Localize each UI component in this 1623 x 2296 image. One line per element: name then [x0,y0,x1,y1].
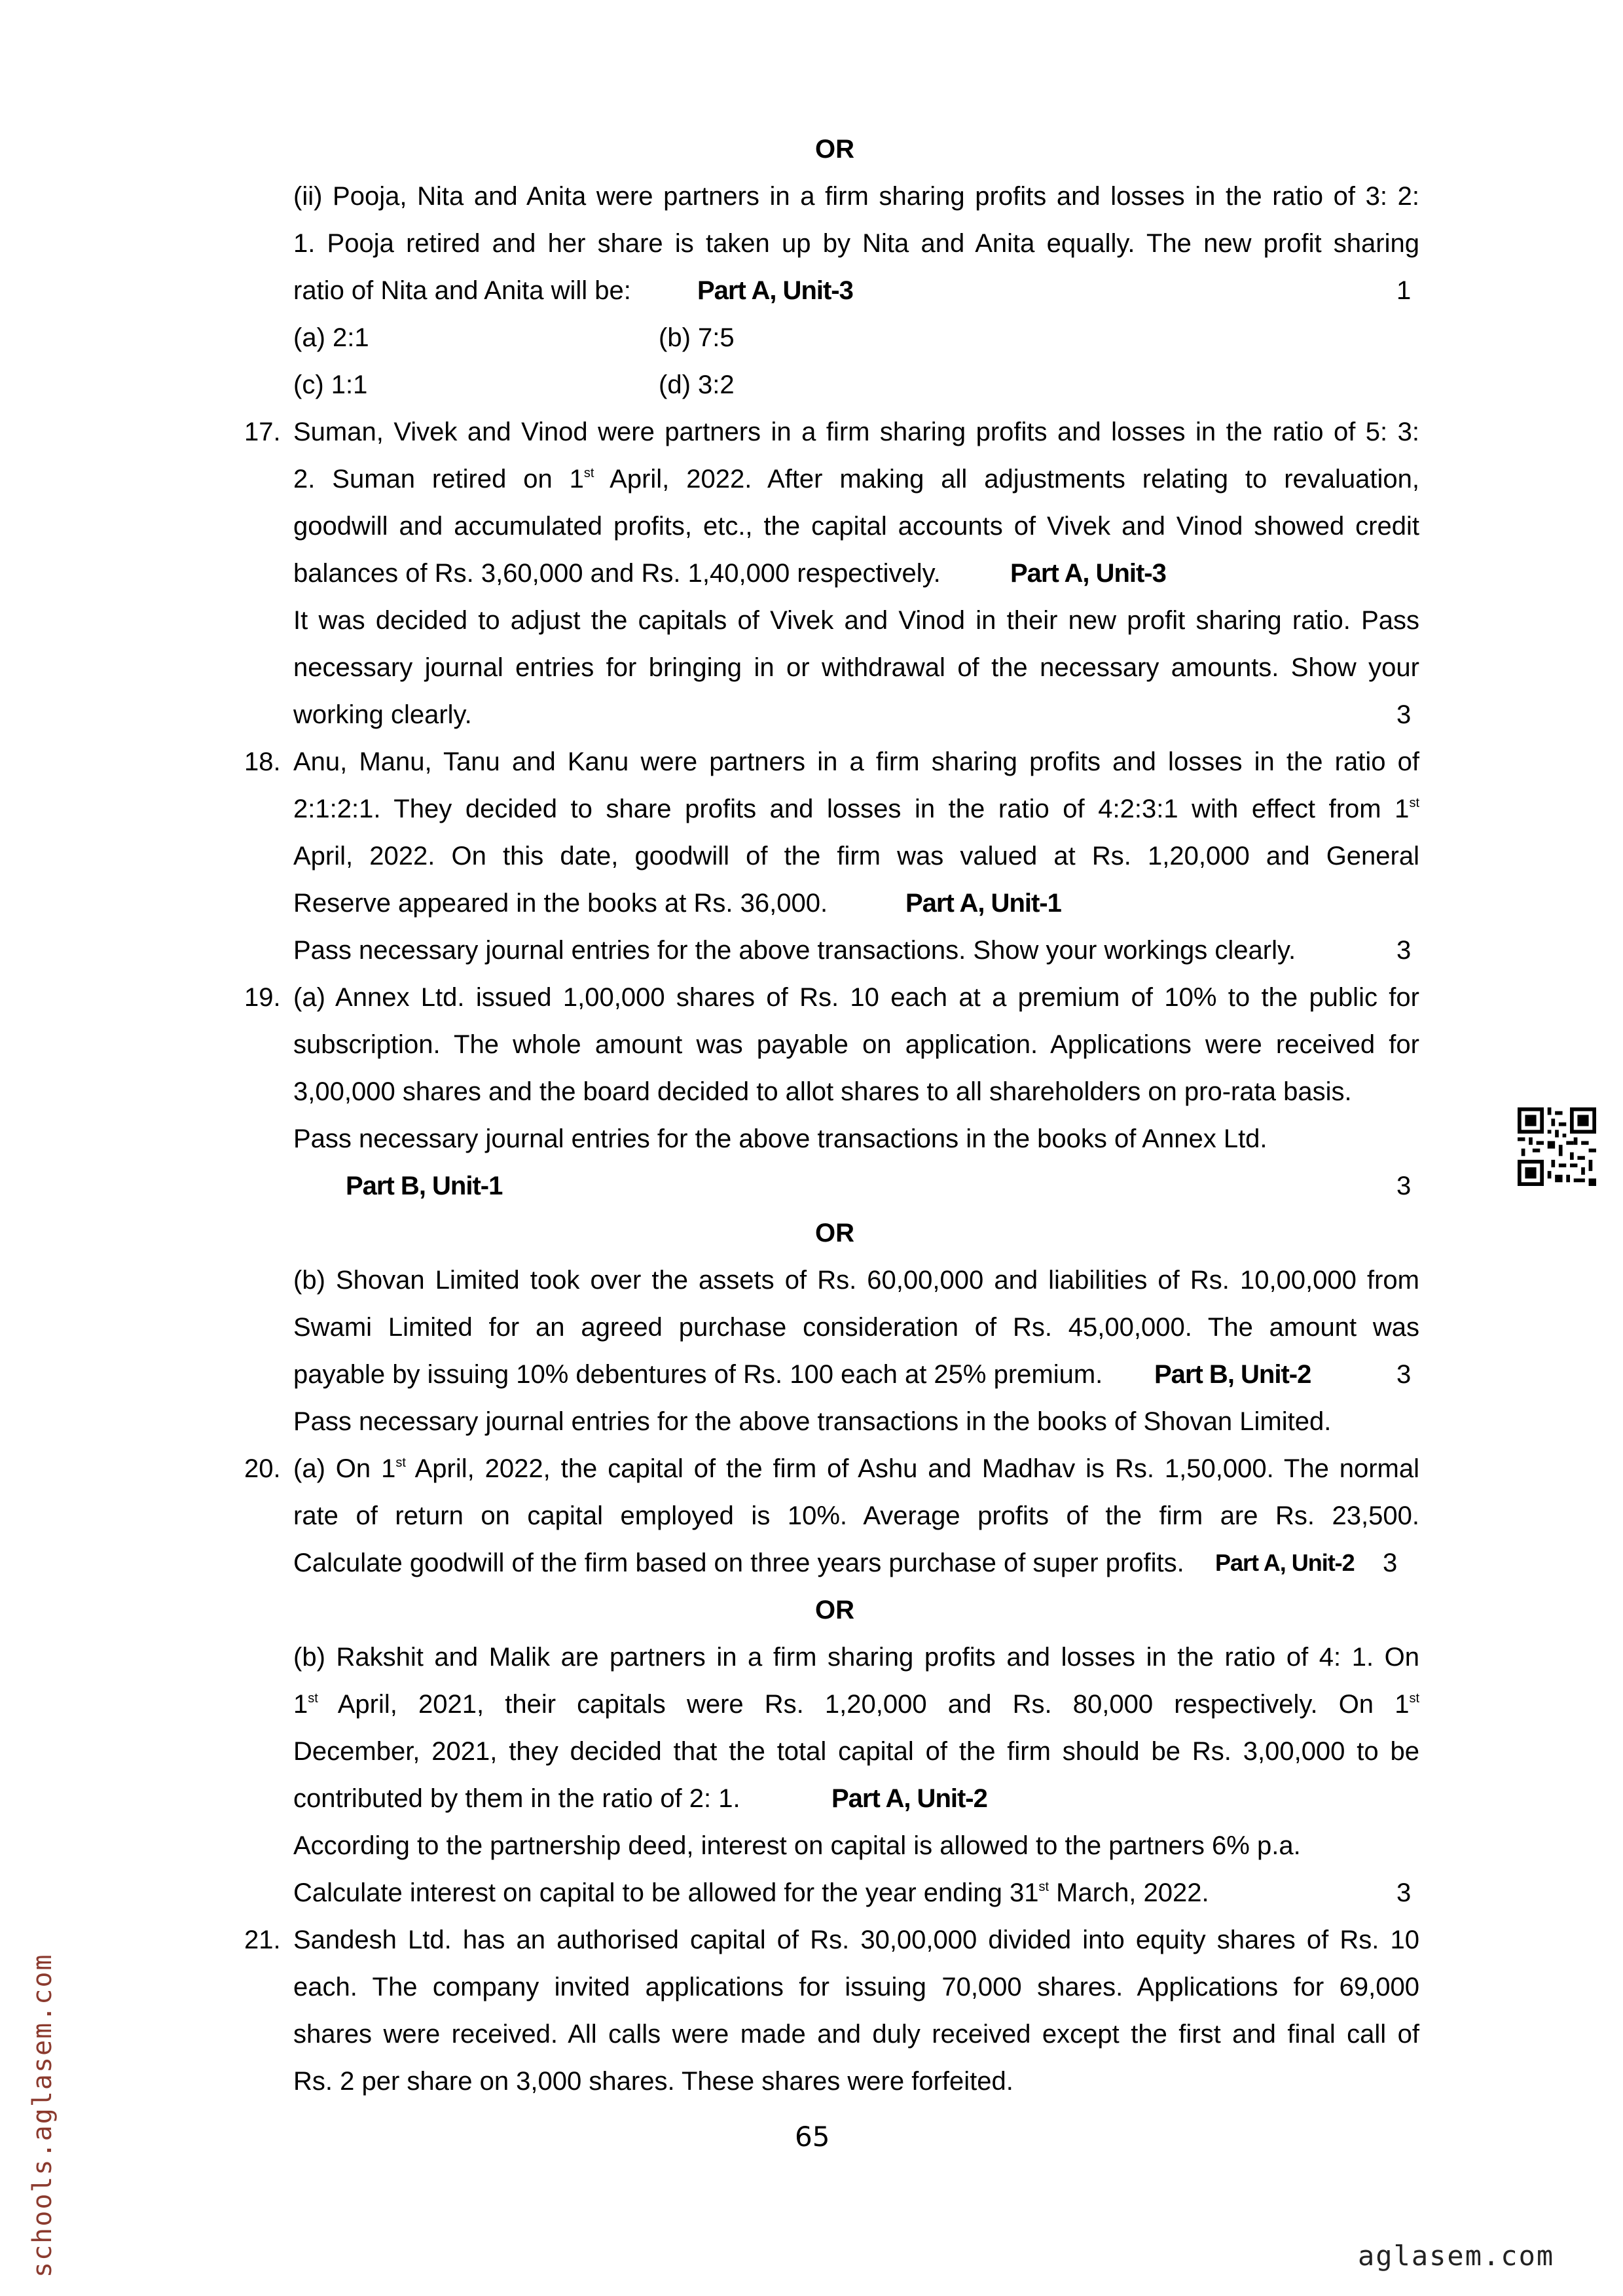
q16ii-option-c: (c) 1:1 [293,370,368,399]
q21-line1: Sandesh Ltd. has an authorised capital of Rs. 30,00,000 divided into equity shares of Rs. 10 [293,1926,1419,1954]
q18-number: 18. [244,747,281,776]
q19-a-line2: subscription. The whole amount was payable on application. Applications were received for [293,1030,1419,1059]
q19-b-line3: payable by issuing 10% debentures of Rs. 100 each at 25% premium. [293,1360,1103,1389]
q18-line2-sup: st [1409,796,1419,810]
q16ii-line3: ratio of Nita and Anita will be: [293,276,631,305]
q16ii-option-d: (d) 3:2 [659,370,735,399]
qr-code-icon [1518,1107,1596,1186]
or-label: OR [815,1219,854,1247]
q20-a-line1-sup: st [395,1456,406,1470]
q17-marks: 3 [1396,700,1412,729]
q17-line3: goodwill and accumulated profits, etc., the capital accounts of Vivek and Vinod showed credit [293,512,1419,541]
q20-b-line2 [293,1681,1419,1728]
q19-b-line1: (b) Shovan Limited took over the assets of Rs. 60,00,000 and liabilities of Rs. 10,00,000 from [293,1266,1419,1295]
q20-b-line4: contributed by them in the ratio of 2: 1. [293,1784,740,1813]
q21-line2: each. The company invited applications for issuing 70,000 shares. Applications for 69,000 [293,1973,1419,2001]
q19-a-unit-tag: Part B, Unit-1 [346,1172,503,1200]
q19-b-unit-tag: Part B, Unit-2 [1154,1360,1311,1389]
q20-b-marks: 3 [1396,1878,1412,1907]
q20-b-line6-sup: st [1038,1880,1049,1894]
q20-b-line1: (b) Rakshit and Malik are partners in a firm sharing profits and losses in the ratio of 4: 1. On [293,1643,1419,1672]
q19-a-line1: (a) Annex Ltd. issued 1,00,000 shares of Rs. 10 each at a premium of 10% to the public for [293,983,1419,1012]
q20-a-unit-tag: Part A, Unit-2 [1215,1549,1355,1576]
footer-watermark: aglasem.com [1358,2240,1555,2272]
q20-number: 20. [244,1454,281,1483]
q20-b-line2-sup1: st [308,1691,318,1706]
q20-a-line2: rate of return on capital employed is 10%. Average profits of the firm are Rs. 23,500. [293,1501,1419,1530]
q17-unit-tag: Part A, Unit-3 [1010,559,1166,588]
q17-line6: necessary journal entries for bringing in or withdrawal of the necessary amounts. Show your [293,653,1419,682]
q19-a-line4: Pass necessary journal entries for the above transactions in the books of Annex Ltd. [293,1124,1267,1153]
q18-unit-tag: Part A, Unit-1 [905,889,1061,918]
q16ii-unit-tag: Part A, Unit-3 [697,276,853,305]
q16ii-marks: 1 [1396,276,1412,305]
side-watermark: schools.aglasem.com [27,1953,58,2278]
q16ii-line2: 1. Pooja retired and her share is taken up by Nita and Anita equally. The new profit sharing [293,229,1419,258]
q20-a-line3: Calculate goodwill of the firm based on three years purchase of super profits. [293,1549,1184,1577]
q19-b-line4: Pass necessary journal entries for the above transactions in the books of Shovan Limited. [293,1407,1332,1436]
q21-line3: shares were received. All calls were made and duly received except the first and final call of [293,2020,1419,2049]
q18-line2 [293,785,1419,833]
q18-line1: Anu, Manu, Tanu and Kanu were partners in a firm sharing profits and losses in the ratio of [293,747,1419,776]
q18-marks: 3 [1396,936,1412,965]
q19-a-marks: 3 [1396,1172,1412,1200]
q17-line4: balances of Rs. 3,60,000 and Rs. 1,40,000 respectively. [293,559,941,588]
or-label: OR [815,135,854,164]
q18-line4: Reserve appeared in the books at Rs. 36,000. [293,889,828,918]
page-number: 65 [795,2121,830,2153]
q20-a-line1-a: (a) On 1 [293,1454,396,1483]
q20-b-unit-tag: Part A, Unit-2 [831,1784,987,1813]
q17-line2-a: 2. Suman retired on 1 [293,465,584,493]
q18-line3: April, 2022. On this date, goodwill of the firm was valued at Rs. 1,20,000 and General [293,842,1419,870]
q20-a-marks: 3 [1383,1549,1398,1577]
q17-line1: Suman, Vivek and Vinod were partners in a firm sharing profits and losses in the ratio of 5: 3: [293,418,1419,446]
q19-a-line3: 3,00,000 shares and the board decided to allot shares to all shareholders on pro-rata basis. [293,1077,1352,1106]
q20-a-line1 [293,1445,1419,1492]
or-label: OR [815,1596,854,1624]
q20-b-line6-b: March, 2022. [1049,1878,1209,1907]
q17-line7: working clearly. [293,700,472,729]
q20-b-line3: December, 2021, they decided that the total capital of the firm should be Rs. 3,00,000 to be [293,1737,1419,1766]
q20-b-line2-sup2: st [1409,1691,1419,1706]
q20-b-line2-a: 1 [293,1690,308,1719]
q16ii-option-b: (b) 7:5 [659,323,735,352]
q18-line5: Pass necessary journal entries for the above transactions. Show your workings clearly. [293,936,1296,965]
q17-number: 17. [244,418,281,446]
q16ii-line1: (ii) Pooja, Nita and Anita were partners in a firm sharing profits and losses in the ratio of 3: 2: [293,182,1419,211]
q19-number: 19. [244,983,281,1012]
q20-b-line6-a: Calculate interest on capital to be allowed for the year ending 31 [293,1878,1039,1907]
q17-line2-sup: st [583,466,594,480]
q20-b-line2-b: April, 2021, their capitals were Rs. 1,20,000 and Rs. 80,000 respectively. On 1 [318,1690,1410,1719]
q17-line2 [293,456,1419,503]
q18-line2-a: 2:1:2:1. They decided to share profits and losses in the ratio of 4:2:3:1 with effect from 1 [293,795,1410,823]
q17-line5: It was decided to adjust the capitals of Vivek and Vinod in their new profit sharing ratio. Pass [293,606,1419,635]
q21-number: 21. [244,1926,281,1954]
q20-a-line1-b: April, 2022, the capital of the firm of Ashu and Madhav is Rs. 1,50,000. The normal [405,1454,1420,1483]
q21-line4: Rs. 2 per share on 3,000 shares. These shares were forfeited. [293,2067,1013,2096]
q20-b-line5: According to the partnership deed, interest on capital is allowed to the partners 6% p.a. [293,1831,1301,1860]
q17-line2-b: April, 2022. After making all adjustments relating to revaluation, [594,465,1419,493]
q16ii-option-a: (a) 2:1 [293,323,369,352]
q20-b-line6 [293,1869,1209,1916]
q19-b-marks: 3 [1396,1360,1412,1389]
q19-b-line2: Swami Limited for an agreed purchase consideration of Rs. 45,00,000. The amount was [293,1313,1419,1342]
